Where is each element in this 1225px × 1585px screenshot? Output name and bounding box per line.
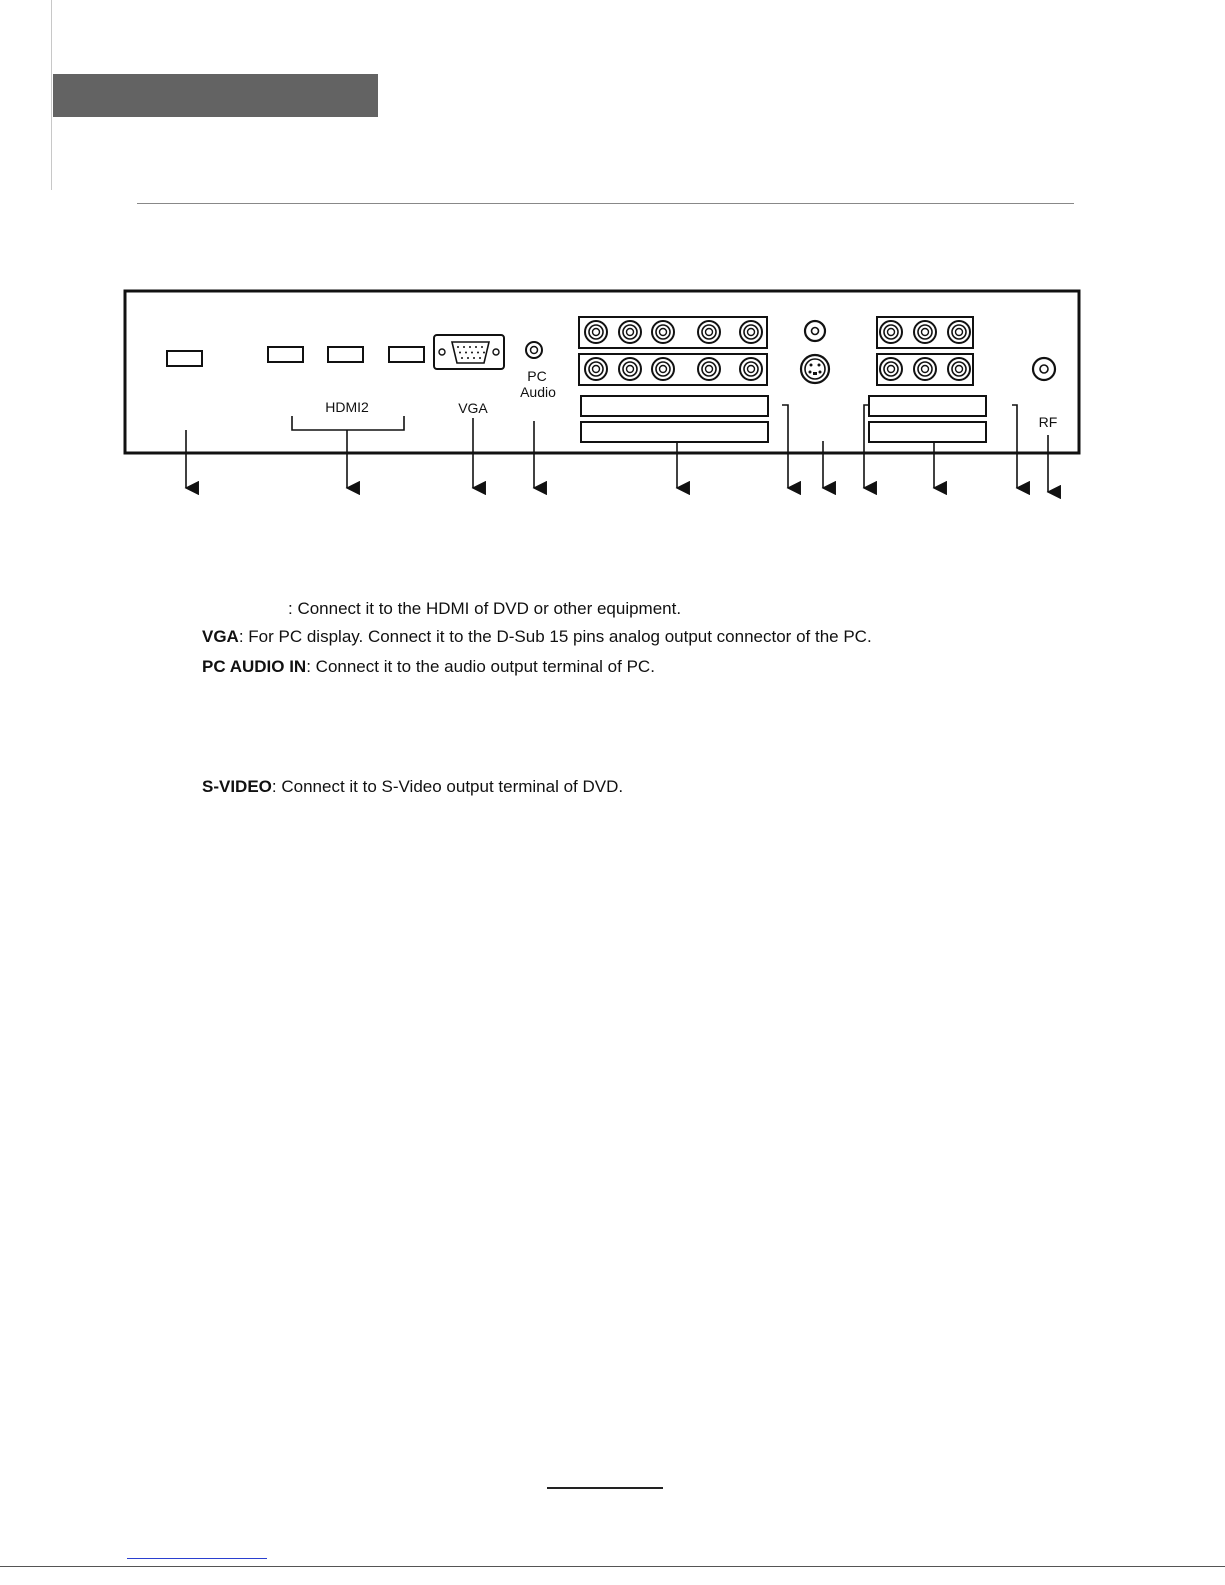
desc-vga-term: VGA [202, 627, 239, 646]
coaxial-jack [805, 321, 825, 341]
desc-pc-audio-text: : Connect it to the audio output terminal of PC. [306, 657, 655, 676]
s-video-jack [801, 355, 829, 383]
section-header-bar [53, 74, 378, 117]
vga-label: VGA [458, 400, 488, 416]
desc-pc-audio [202, 657, 655, 677]
desc-hdmi-text: : Connect it to the HDMI of DVD or other equipment. [288, 599, 682, 618]
desc-hdmi [288, 599, 681, 619]
header-divider [137, 203, 1074, 204]
desc-vga-text: : For PC display. Connect it to the D-Sub 15 pins analog output connector of the PC. [238, 627, 872, 646]
label-box-right-2 [869, 422, 986, 442]
back-panel-svg [0, 280, 1225, 500]
label-box-left-1 [581, 396, 768, 416]
hdmi-port-2 [328, 347, 363, 362]
rf-jack [1033, 358, 1055, 380]
pc-audio-label-2: Audio [520, 384, 556, 400]
label-box-right-1 [869, 396, 986, 416]
pc-audio-jack [526, 342, 542, 358]
label-box-left-2 [581, 422, 768, 442]
desc-pc-audio-term: PC AUDIO IN [202, 657, 307, 676]
usb-port [167, 351, 202, 366]
desc-s-video [202, 777, 623, 797]
page-number-rule [547, 1487, 663, 1489]
footer-link-underline [127, 1558, 267, 1559]
vga-connector [434, 335, 504, 369]
desc-s-video-term: S-VIDEO [202, 777, 272, 796]
hdmi-port-1 [268, 347, 303, 362]
desc-s-video-text: : Connect it to S-Video output terminal of DVD. [271, 777, 624, 796]
rf-label: RF [1038, 414, 1058, 430]
back-panel-diagram [0, 280, 1225, 500]
footer-rule [0, 1566, 1225, 1567]
pc-audio-label-1: PC [527, 368, 547, 384]
hdmi-label: HDMI2 [325, 399, 369, 415]
left-margin-rule [51, 0, 52, 190]
hdmi-port-3 [389, 347, 424, 362]
desc-vga [202, 627, 872, 647]
